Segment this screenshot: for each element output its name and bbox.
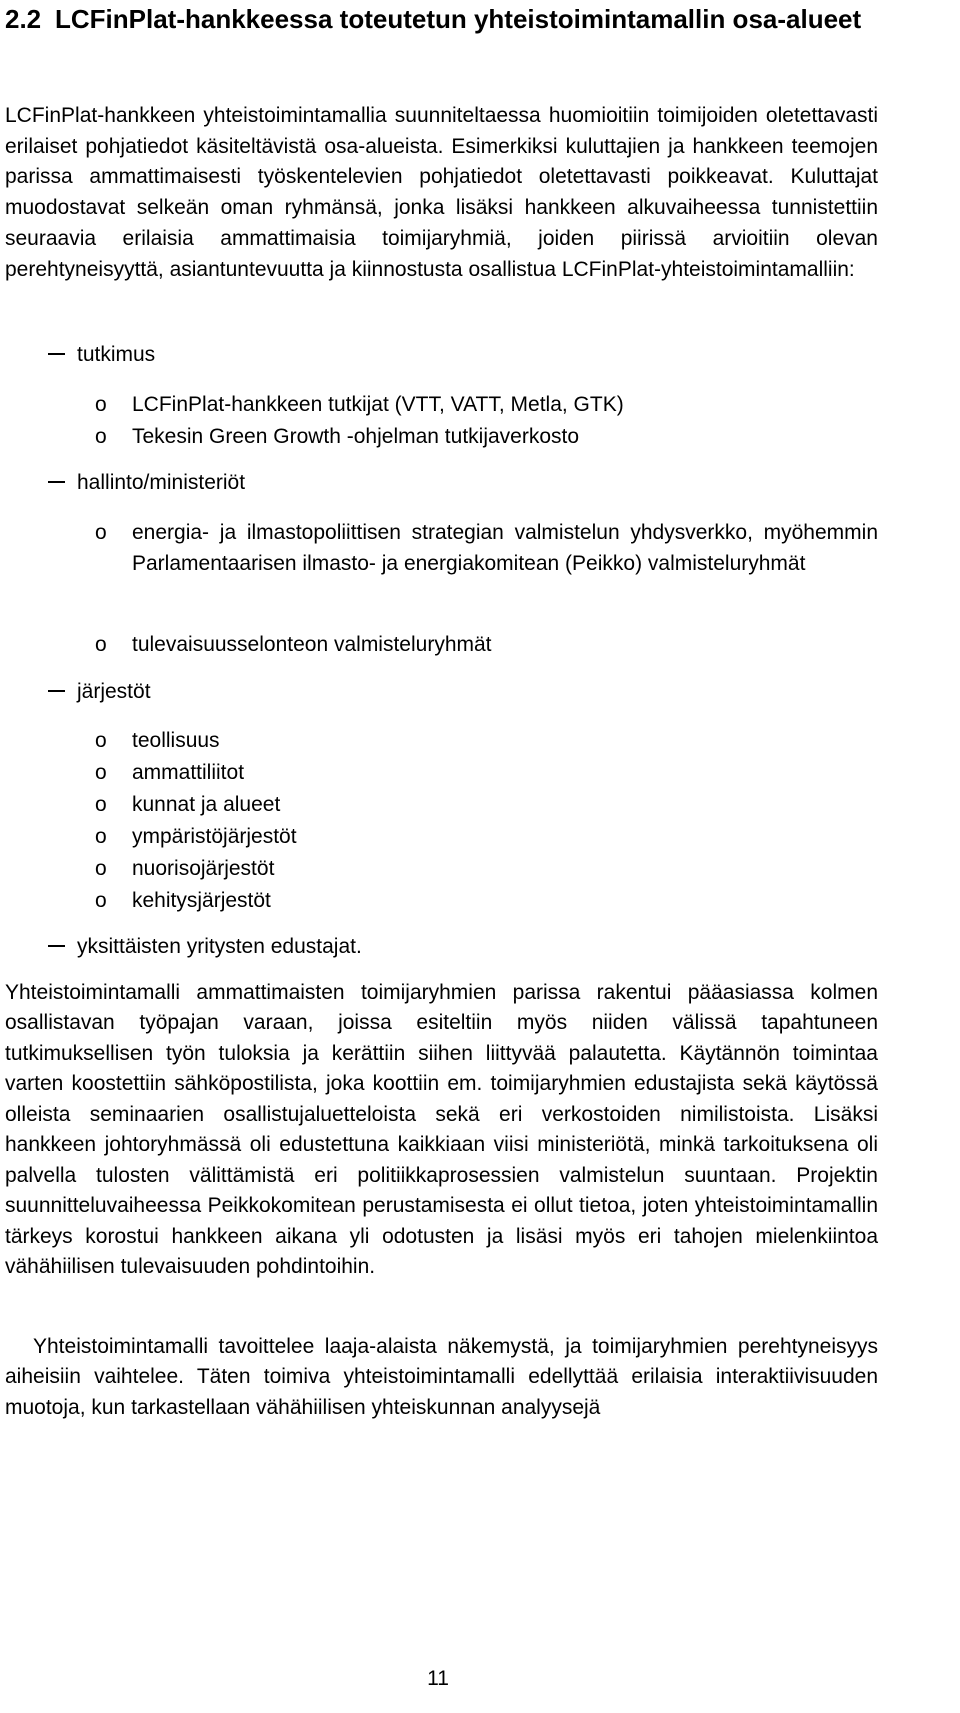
sub-item-text: teollisuus — [132, 729, 220, 752]
sub-item-text: nuorisojärjestöt — [132, 857, 275, 880]
page-number: 11 — [427, 1667, 449, 1690]
circle-bullet-icon: o — [95, 633, 107, 656]
sub-item — [95, 822, 878, 853]
group-item — [48, 677, 151, 707]
group-item — [48, 468, 245, 498]
sub-item-text: LCFinPlat-hankkeen tutkijat (VTT, VATT, Metla, GTK) — [132, 393, 624, 416]
circle-bullet-icon: o — [95, 521, 107, 544]
dash-bullet-icon — [48, 945, 65, 947]
sub-item-text: tulevaisuusselonteon valmisteluryhmät — [132, 633, 492, 656]
group-item — [48, 932, 362, 962]
body-paragraph: Yhteistoimintamalli tavoittelee laaja-alaista näkemystä, ja toimijaryhmien perehtyneisyys aiheisiin vaihtelee. Täten toimiva yhteistoimintamalli edellyttää erilaisia interaktiivisuuden muotoja, kun tarkastellaan vähähiilisen yhteiskunnan analyysejä — [5, 1335, 878, 1419]
dash-bullet-icon — [48, 353, 65, 355]
sub-item — [95, 390, 878, 421]
circle-bullet-icon: o — [95, 889, 107, 912]
sub-item-text: kehitysjärjestöt — [132, 889, 271, 912]
circle-bullet-icon: o — [95, 825, 107, 848]
circle-bullet-icon: o — [95, 761, 107, 784]
circle-bullet-icon: o — [95, 729, 107, 752]
group-item — [48, 340, 155, 370]
sub-item — [95, 758, 878, 789]
sub-item — [95, 726, 878, 757]
circle-bullet-icon: o — [95, 425, 107, 448]
group-label: yksittäisten yritysten edustajat. — [77, 935, 362, 958]
group-label: tutkimus — [77, 343, 156, 366]
sub-item — [95, 630, 878, 661]
dash-bullet-icon — [48, 481, 65, 483]
circle-bullet-icon: o — [95, 793, 107, 816]
section-title: LCFinPlat-hankkeessa toteutetun yhteistoimintamallin osa-alueet — [55, 4, 862, 34]
body-paragraph: Yhteistoimintamalli ammattimaisten toimijaryhmien parissa rakentui pääasiassa kolmen osallistavan työpajan varaan, joissa esiteltiin myös niiden välissä tapahtuneen tutkimuksellisen työn tuloksia ja kerättiin siihen liittyvää palautetta. Käytännön toimintaa varten koostettiin sähköpostilista, joka koottiin em. toimijaryhmien edustajista sekä käytössä olleista seminaarien osallistujaluetteloista sekä eri verkostoiden nimilistoista. Lisäksi hankkeen johtoryhmässä oli edustettuna kaikkiaan viisi ministeriötä, minkä tarkoituksena oli palvella tulosten välittämistä eri politiikkaprosessien valmistelun suuntaan. Projektin suunnitteluvaiheessa Peikkokomitean perustamisesta ei ollut tietoa, joten yhteistoimintamallin tärkeys korostui hankkeen aikana yli odotusten ja lisäsi myös eri tahojen mielenkiintoa vähähiilisen tulevaisuuden pohdintoihin. — [5, 981, 878, 1279]
sub-item — [95, 886, 878, 917]
circle-bullet-icon: o — [95, 857, 107, 880]
section-number: 2.2 — [5, 4, 42, 34]
sub-item — [95, 790, 878, 821]
group-label: järjestöt — [77, 680, 151, 703]
section-heading — [5, 2, 885, 36]
sub-item-text: ympäristöjärjestöt — [132, 825, 297, 848]
circle-bullet-icon: o — [95, 393, 107, 416]
sub-item-text: ammattiliitot — [132, 761, 245, 784]
intro-paragraph: LCFinPlat-hankkeen yhteistoimintamallia suunniteltaessa huomioitiin toimijoiden oletettavasti erilaiset pohjatiedot käsiteltävistä osa-alueista. Esimerkiksi kuluttajien ja hankkeen teemojen parissa ammattimaisesti työskentelevien pohjatiedot oletettavasti poikkeavat. Kuluttajat muodostavat selkeän oman ryhmänsä, jonka lisäksi hankkeen alkuvaiheessa tunnistettiin seuraavia erilaisia ammattimaisia toimijaryhmiä, joiden piirissä arvioitiin olevan perehtyneisyyttä, asiantuntevuutta ja kiinnostusta osallistua LCFinPlat-yhteistoimintamalliin: — [5, 104, 878, 281]
sub-item-text: kunnat ja alueet — [132, 793, 281, 816]
sub-item — [95, 422, 878, 453]
sub-item — [95, 854, 878, 885]
group-label: hallinto/ministeriöt — [77, 471, 246, 494]
sub-item-text: energia- ja ilmastopoliittisen strategian valmistelun yhdysverkko, myöhemmin Parlamentaarisen ilmasto- ja energiakomitean (Peikko) valmisteluryhmät — [132, 521, 878, 575]
dash-bullet-icon — [48, 690, 65, 692]
sub-item-text: Tekesin Green Growth -ohjelman tutkijaverkosto — [132, 425, 580, 448]
sub-item — [95, 518, 878, 579]
